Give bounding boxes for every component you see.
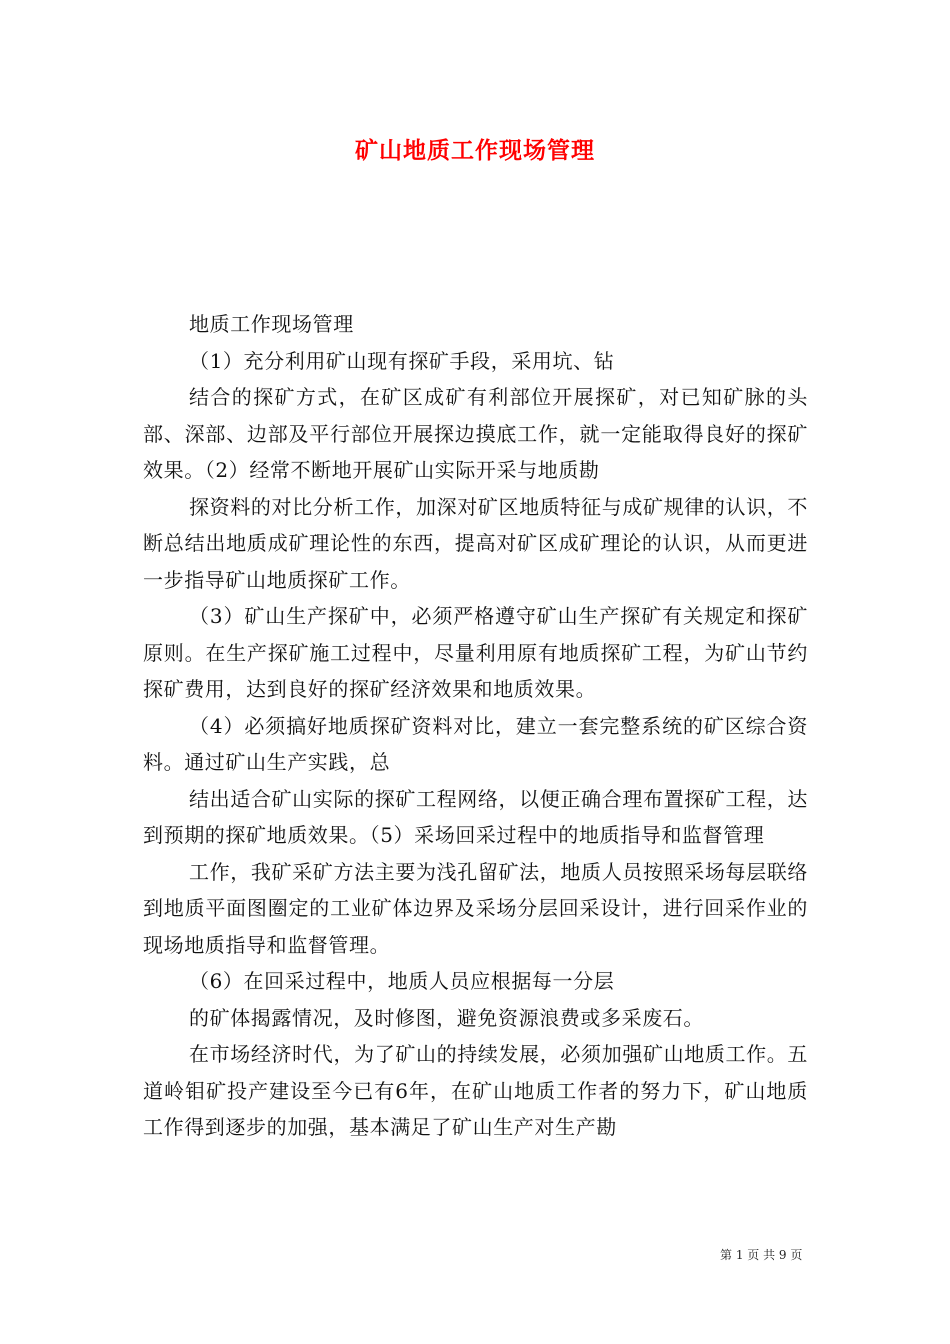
- paragraph: （4）必须搞好地质探矿资料对比，建立一套完整系统的矿区综合资料。通过矿山生产实践，总: [143, 713, 808, 774]
- paragraph: （6）在回采过程中，地质人员应根据每一分层: [189, 969, 615, 993]
- document-title: 矿山地质工作现场管理: [355, 137, 595, 164]
- paragraph: 探资料的对比分析工作，加深对矿区地质特征与成矿规律的认识，不断总结出地质成矿理论性的东西，提高对矿区成矿理论的认识，从而更进一步指导矿山地质探矿工作。: [143, 494, 808, 592]
- paragraph: （3）矿山生产探矿中，必须严格遵守矿山生产探矿有关规定和探矿原则。在生产探矿施工过程中，尽量利用原有地质探矿工程，为矿山节约探矿费用，达到良好的探矿经济效果和地质效果。: [143, 604, 808, 701]
- paragraph: 的矿体揭露情况，及时修图，避免资源浪费或多采废石。: [189, 1005, 704, 1030]
- document-body: [143, 306, 808, 1146]
- page-number: 第 1 页 共 9 页: [720, 1248, 803, 1262]
- paragraph-heading: 地质工作现场管理: [189, 312, 354, 336]
- paragraph: 结合的探矿方式，在矿区成矿有利部位开展探矿，对已知矿脉的头部、深部、边部及平行部位开展探边摸底工作，就一定能取得良好的探矿效果。（2）经常不断地开展矿山实际开采与地质勘: [143, 385, 808, 482]
- paragraph: 结出适合矿山实际的探矿工程网络，以便正确合理布置探矿工程，达到预期的探矿地质效果。（5）采场回采过程中的地质指导和监督管理: [143, 786, 808, 847]
- paragraph: （1）充分利用矿山现有探矿手段，采用坑、钻: [189, 348, 615, 373]
- paragraph: 在市场经济时代，为了矿山的持续发展，必须加强矿山地质工作。五道岭钼矿投产建设至今已有6年，在矿山地质工作者的努力下，矿山地质工作得到逐步的加强，基本满足了矿山生产对生产勘: [143, 1042, 808, 1139]
- paragraph: 工作，我矿采矿方法主要为浅孔留矿法，地质人员按照采场每层联络到地质平面图圈定的工业矿体边界及采场分层回采设计，进行回采作业的现场地质指导和监督管理。: [143, 859, 808, 957]
